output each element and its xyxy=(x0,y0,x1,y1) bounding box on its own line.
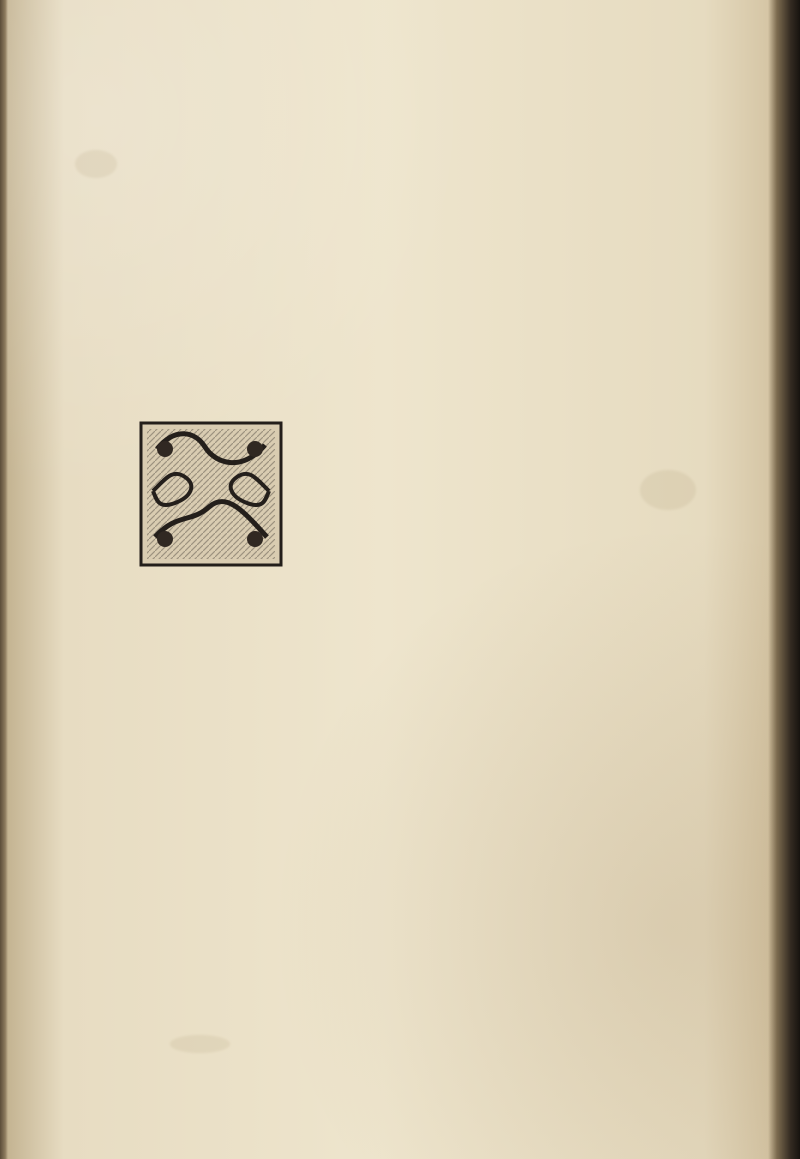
paper-stain xyxy=(640,470,696,510)
right-book-gutter xyxy=(768,0,800,1159)
left-page-edge xyxy=(0,0,8,1159)
paper-stain xyxy=(170,1035,230,1053)
page-header xyxy=(130,18,750,58)
paper-stain xyxy=(75,150,117,178)
decorated-initial xyxy=(137,419,285,569)
